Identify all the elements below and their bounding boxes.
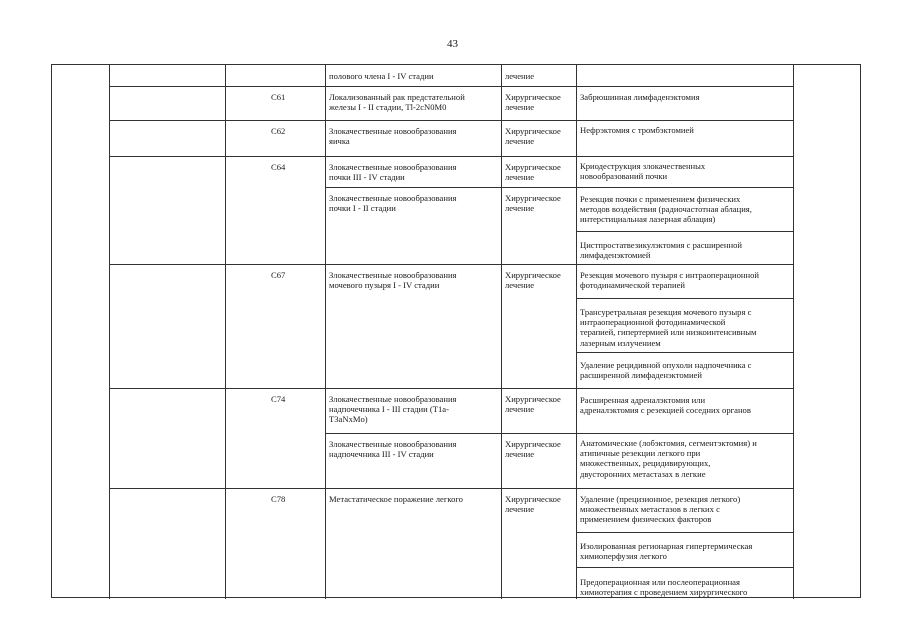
column-divider (325, 65, 326, 599)
row-divider (109, 488, 793, 489)
diagnosis-text: Злокачественные новообразования (329, 162, 457, 172)
icd-code: C74 (271, 394, 286, 404)
row-divider (109, 156, 793, 157)
treatment-type: лечение (505, 71, 535, 81)
icd-code: C64 (271, 162, 286, 172)
method-text: Цистпростатвезикулэктомия с расширенной (580, 240, 742, 250)
row-divider (576, 532, 793, 533)
method-text: химиоперфузия легкого (580, 551, 667, 562)
treatment-table (51, 64, 861, 598)
method-text: Резекция мочевого пузыря с интраоперационной (580, 270, 759, 280)
method-text: методов воздействия (радиочастотная аблация, (580, 204, 752, 215)
row-divider (576, 352, 793, 353)
method-text: применением физических факторов (580, 514, 712, 525)
treatment-type: лечение (505, 203, 535, 214)
method-text: интерстициальная лазерная аблация) (580, 214, 716, 225)
diagnosis-text: надпочечника I - III стадии (T1a- (329, 404, 449, 415)
page-number: 43 (447, 38, 458, 50)
method-text: Криодеструкция злокачественных (580, 161, 706, 171)
row-divider (576, 567, 793, 568)
treatment-type: Хирургическое (505, 494, 561, 504)
method-text: двусторонних метастазах в легкие (580, 468, 706, 479)
diagnosis-text: железы I - II стадии, Tl-2cN0M0 (329, 102, 447, 113)
method-text: Трансуретральная резекция мочевого пузыря с (580, 307, 752, 317)
diagnosis-text: Локализованный рак предстательной (329, 92, 465, 102)
row-divider (109, 388, 793, 389)
method-text: Предоперационная или послеоперационная (580, 577, 740, 587)
treatment-type: лечение (505, 404, 535, 415)
column-divider (501, 65, 502, 599)
diagnosis-text: Злокачественные новообразования (329, 126, 457, 136)
treatment-type: Хирургическое (505, 92, 561, 102)
method-text: Удаление рецидивной опухоли надпочечника с (580, 360, 752, 370)
icd-code: C67 (271, 270, 286, 280)
method-text: множественных, рецидивирующих, (580, 458, 711, 469)
diagnosis-text: почки III - IV стадии (329, 172, 405, 183)
treatment-type: Хирургическое (505, 439, 561, 449)
method-text: Удаление (прецизионное, резекция легкого) (580, 494, 741, 504)
diagnosis-text: Злокачественные новообразования (329, 270, 457, 280)
method-text: фотодинамической терапией (580, 280, 685, 291)
diagnosis-text: почки I - II стадии (329, 203, 396, 214)
column-divider (793, 65, 794, 599)
diagnosis-text: Метастатическое поражение легкого (329, 494, 463, 504)
treatment-type: Хирургическое (505, 193, 561, 203)
treatment-type: лечение (505, 136, 535, 147)
method-text: лазерным излучением (580, 337, 661, 348)
method-text: Резекция почки с применением физических (580, 194, 741, 204)
method-text: атипичные резекции легкого при (580, 448, 701, 459)
diagnosis-text: яичка (329, 136, 350, 147)
column-divider (576, 65, 577, 599)
diagnosis-text: Злокачественные новообразования (329, 394, 457, 404)
row-divider (576, 231, 793, 232)
diagnosis-text: полового члена I - IV стадии (329, 71, 434, 81)
icd-code: C61 (271, 92, 286, 102)
method-text: химиотерапия с проведением хирургического (580, 587, 748, 598)
method-text: Изолированная регионарная гипертермическая (580, 541, 753, 551)
method-text: лимфаденэктомией (580, 250, 651, 261)
method-text: Анатомические (лобэктомия, сегментэктомия) и (580, 438, 757, 448)
method-text: новообразований почки (580, 171, 668, 182)
method-text: расширенной лимфаденэктомией (580, 370, 702, 381)
treatment-type: лечение (505, 102, 535, 113)
diagnosis-text: мочевого пузыря I - IV стадии (329, 280, 440, 291)
method-text: адреналэктомия с резекцией соседних органов (580, 405, 751, 416)
row-divider (325, 433, 793, 434)
treatment-type: Хирургическое (505, 126, 561, 136)
method-text: Нефрэктомия с тромбэктомией (580, 125, 694, 135)
diagnosis-text: Злокачественные новообразования (329, 439, 457, 449)
column-divider (109, 65, 110, 599)
row-divider (109, 120, 793, 121)
row-divider (109, 86, 793, 87)
diagnosis-text: Злокачественные новообразования (329, 193, 457, 203)
treatment-type: Хирургическое (505, 394, 561, 404)
method-text: интраоперационной фотодинамической (580, 317, 726, 328)
treatment-type: Хирургическое (505, 270, 561, 280)
method-text: Расширенная адреналэктомия или (580, 395, 706, 405)
row-divider (109, 264, 793, 265)
icd-code: C62 (271, 126, 286, 136)
treatment-type: лечение (505, 449, 535, 460)
treatment-type: Хирургическое (505, 162, 561, 172)
treatment-type: лечение (505, 280, 535, 291)
method-text: Забрюшинная лимфаденэктомия (580, 92, 700, 102)
treatment-type: лечение (505, 172, 535, 183)
icd-code: C78 (271, 494, 286, 504)
row-divider (325, 187, 793, 188)
method-text: терапией, гипертермией или низкоинтенсивным (580, 327, 757, 338)
row-divider (576, 298, 793, 299)
diagnosis-text: T3aNxMo) (329, 414, 368, 425)
diagnosis-text: надпочечника III - IV стадии (329, 449, 434, 460)
treatment-type: лечение (505, 504, 535, 515)
method-text: множественных метастазов в легких с (580, 504, 720, 515)
column-divider (225, 65, 226, 599)
